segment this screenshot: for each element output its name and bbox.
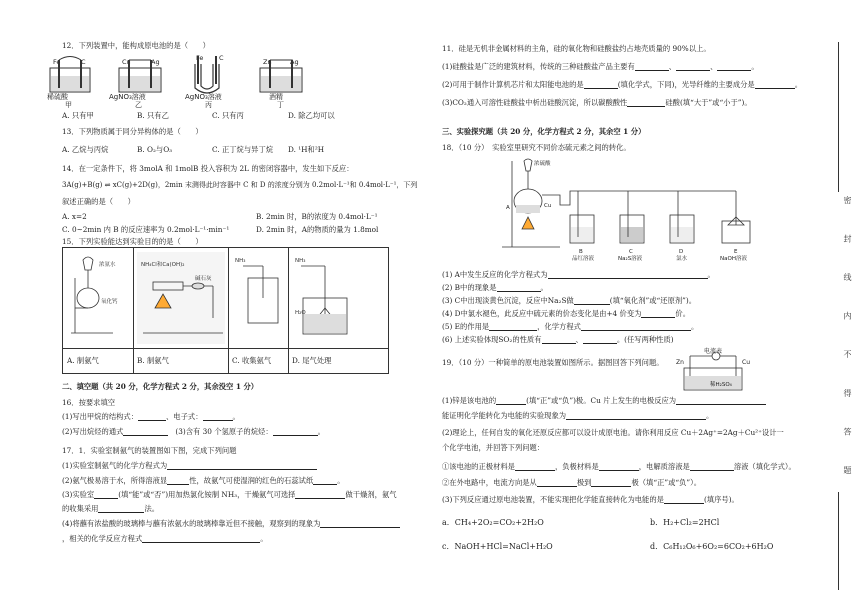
q12-apparatus-image [45, 54, 335, 108]
q19-line1-cont: 能证明化学能转化为电能的实验现象为 。 [442, 411, 714, 420]
img-d-label2: H₂O [295, 310, 306, 316]
q14-line2: 3A(g)+B(g) ⇌ xC(g)+2D(g)，2min 末测得此时容器中 C 和 D 的浓度分别为 0.2mol·L⁻¹和 0.4mol·L⁻¹，下列 [62, 181, 418, 189]
q14-option-c: C. 0~2min 内 B 的反应速率为 0.2mol·L⁻¹·min⁻¹ [62, 225, 230, 234]
q13-option-b: B. O₂与O₃ [137, 145, 173, 154]
cap-bing: 丙 [205, 101, 212, 108]
q15-option-d: D. 尾气处理 [292, 356, 332, 365]
q14-line1: 14．在一定条件下，将 3molA 和 1molB 投入容积为 2L 的密闭容器中，发生如下反应： [62, 164, 354, 173]
seal-line-text: 密 封 线 内 不 得 答 题 [826, 192, 852, 492]
q13-option-d: D. ¹H和²H [288, 145, 325, 154]
q11-line2: (2)可用于制作计算机芯片和太阳能电池的是 (填化学式，下同)，光导纤维的主要成分是 。 [442, 80, 803, 89]
q19-line4: ②在外电路中，电流方向是从 极到 极（填“正”或“负”）。 [442, 478, 702, 487]
q18-line4: (4) D中氯水褪色，此反应中硫元素的价态变化是由+4 价变为 价。 [442, 309, 691, 318]
img-b-label1: NH₄Cl和Ca(OH)₂ [141, 262, 185, 268]
img-cu-label: Cu [742, 359, 750, 366]
label-ag2: Ag [290, 58, 299, 66]
cap-yi-sol: AgNO₃溶液 [109, 93, 146, 101]
q17-line4: (4)将蘸有浓盐酸的玻璃棒与蘸有浓氨水的玻璃棒靠近但不接触，观察到的现象为 [62, 519, 400, 528]
q12-option-d: D. 除乙均可以 [288, 111, 335, 120]
q11-line0: 11．硅是无机非金属材料的主角，硅的氧化物和硅酸盐约占地壳质量的 90%以上。 [442, 44, 711, 53]
q19-line1: (1)锌是该电池的 (填“正”或“负”)极。Cu 片上发生的电极反应为 [442, 396, 766, 405]
q15-stem: 15．下列实验能达到实验目的的是（ ） [62, 237, 203, 246]
img-sol-label: 稀H₂SO₄ [710, 382, 732, 388]
img-a-label: A [506, 205, 510, 211]
q15-option-b: B. 制氨气 [137, 356, 169, 365]
cap-bing-sol: AgNO₃溶液 [185, 93, 222, 101]
img-zn-label: Zn [676, 359, 684, 366]
q19-option-b: b．H₂+Cl₂=2HCl [650, 518, 720, 527]
img-acid-label: 浓硫酸 [534, 161, 551, 167]
label-c2: C [219, 54, 224, 62]
q19-stem: 19．（10 分）一种简单的原电池装置如图所示。据图回答下列问题。 [442, 358, 664, 367]
q15-option-c: C. 收集氨气 [232, 356, 272, 365]
q15-option-a: A. 制氨气 [67, 356, 99, 365]
label-ag1: Ag [151, 58, 160, 66]
q19-line5: (3)下列反应通过原电池装置，不能实现把化学能直接转化为电能的是 (填序号)。 [442, 495, 739, 504]
cap-jia: 甲 [65, 101, 72, 108]
q19-option-a: a．CH₄+2O₂=CO₂+2H₂O [442, 518, 544, 527]
q18-apparatus-image [500, 155, 770, 263]
img-cu-label: Cu [544, 203, 552, 209]
img-meter-label: 电流表 [704, 348, 723, 355]
q14-option-b: B. 2min 时，B的浓度为 0.4mol·L⁻¹ [256, 212, 378, 221]
section-2-title: 二、填空题（共 20 分，化学方程式 2 分，其余没空 1 分） [62, 382, 259, 391]
q17-line2: (2)氨气极易溶于水，所得溶液显 性，故氨气可使湿润的红色的石蕊试纸 。 [62, 476, 345, 485]
q12-stem: 12．下列装置中，能构成原电池的是（ ） [62, 41, 210, 50]
img-b-label2: 碱石灰 [195, 276, 212, 282]
label-zn: Zn [263, 58, 272, 66]
q16-stem: 16．按要求填空 [62, 398, 116, 407]
q19-cell-image [676, 346, 756, 394]
label-cu1: Cu [122, 58, 131, 66]
q18-stem: 18．（10 分） 实验室里研究不同价态硫元素之间的转化。 [442, 143, 631, 152]
q16-line1: (1)写出甲烷的结构式： 、电子式： 。 [62, 412, 240, 421]
q13-stem: 13．下列物质属于同分异构体的是（ ） [62, 127, 203, 136]
q18-line3: (3) C中出现淡黄色沉淀，反应中Na₂S做 (填“氧化剂”或“还原剂”)。 [442, 296, 697, 305]
q18-line1: (1) A中发生反应的化学方程式为 。 [442, 270, 715, 279]
q17-line1: (1)实验室制氨气的化学方程式为 [62, 461, 317, 470]
section-3-title: 三、实验探究题（共 20 分，化学方程式 2 分，其余空 1 分） [442, 127, 646, 136]
q18-line2: (2) B中的现象是 。 [442, 283, 548, 292]
q19-line3: ①该电池的正极材料是 ，负极材料是 ，电解质溶液是 溶液（填化学式）。 [442, 462, 796, 471]
q12-option-b: B. 只有乙 [137, 111, 169, 120]
q17-line4-cont: ，相关的化学反应方程式 。 [62, 534, 268, 543]
cap-yi: 乙 [135, 101, 142, 108]
label-c1: C [81, 58, 86, 66]
q19-line2-cont: 个化学电池，并回答下列问题： [442, 443, 545, 452]
q17-stem: 17．1．实验室制氨气的装置图如下图，完成下列问题 [62, 446, 237, 455]
img-d-letter: D [679, 249, 684, 255]
q11-line1: (1)硅酸盐是广泛的建筑材料，传统的三种硅酸盐产品主要有 、 、 。 [442, 62, 759, 71]
q19-option-c: c．NaOH+HCl=NaCl+H₂O [442, 542, 553, 551]
cap-ding-sol: 酒精 [269, 93, 283, 101]
img-d-sol: 氯水 [676, 256, 688, 262]
q15-options-table [62, 247, 389, 374]
q12-option-c: C. 只有丙 [212, 111, 244, 120]
q15-apparatus-image [63, 248, 388, 348]
cap-ding: 丁 [277, 101, 284, 108]
q13-option-c: C. 正丁烷与异丁烷 [212, 145, 274, 154]
img-a-label1: 浓氨水 [99, 262, 116, 268]
q14-option-d: D. 2min 时，A的物质的量为 1.8mol [256, 225, 379, 234]
img-b-letter: B [579, 249, 583, 255]
q17-line3: (3)实验室 (填“能”或“否”)用加热氯化铵制 NH₃，干燥氨气可选择 做干燥剂，氨气 [62, 490, 397, 499]
q13-option-a: A. 乙烷与丙烷 [62, 145, 109, 154]
img-c-sol: Na₂S溶液 [618, 256, 643, 262]
q14-option-a: A. x=2 [62, 212, 87, 221]
q11-line3: (3)CO₂通入可溶性硅酸盐中析出硅酸沉淀，所以碳酸酸性 硅酸(填“大于”或“小于”)。 [442, 98, 752, 107]
q14-line3: 叙述正确的是（ ） [62, 197, 135, 206]
q16-line2: (2)写出烷烃的通式 (3)含有 30 个氢原子的烷烃： 。 [62, 427, 325, 436]
q17-line3-cont: 的收集采用 法。 [62, 504, 160, 513]
label-fe: Fe [53, 58, 61, 66]
q19-option-d: d．C₆H₁₂O₆+6O₂=6CO₂+6H₂O [650, 542, 774, 551]
q18-line5: (5) E的作用是 ，化学方程式 。 [442, 322, 699, 331]
img-e-sol: NaOH溶液 [720, 256, 747, 262]
q19-line2: (2)理论上，任何自发的氧化还原反应都可以设计成原电池。请你利用反应 Cu＋2Ag⁺=2Ag＋Cu²⁺设计一 [442, 428, 784, 437]
cap-jia-sol: 稀硫酸 [47, 93, 68, 101]
q12-option-a: A. 只有甲 [62, 111, 94, 120]
label-fe2: Fe [196, 54, 204, 62]
img-d-label1: NH₃ [295, 258, 306, 264]
img-a-label2: 氧化钙 [101, 299, 118, 305]
img-e-letter: E [734, 249, 738, 255]
seal-line-sidebar [818, 42, 860, 590]
img-c-label: NH₃ [235, 258, 246, 264]
q18-line6: (6) 上述实验体现SO₂的性质有 、 。(任写两种性质) [442, 335, 674, 344]
img-c-letter: C [629, 249, 633, 255]
img-b-sol: 品红溶液 [572, 256, 595, 262]
